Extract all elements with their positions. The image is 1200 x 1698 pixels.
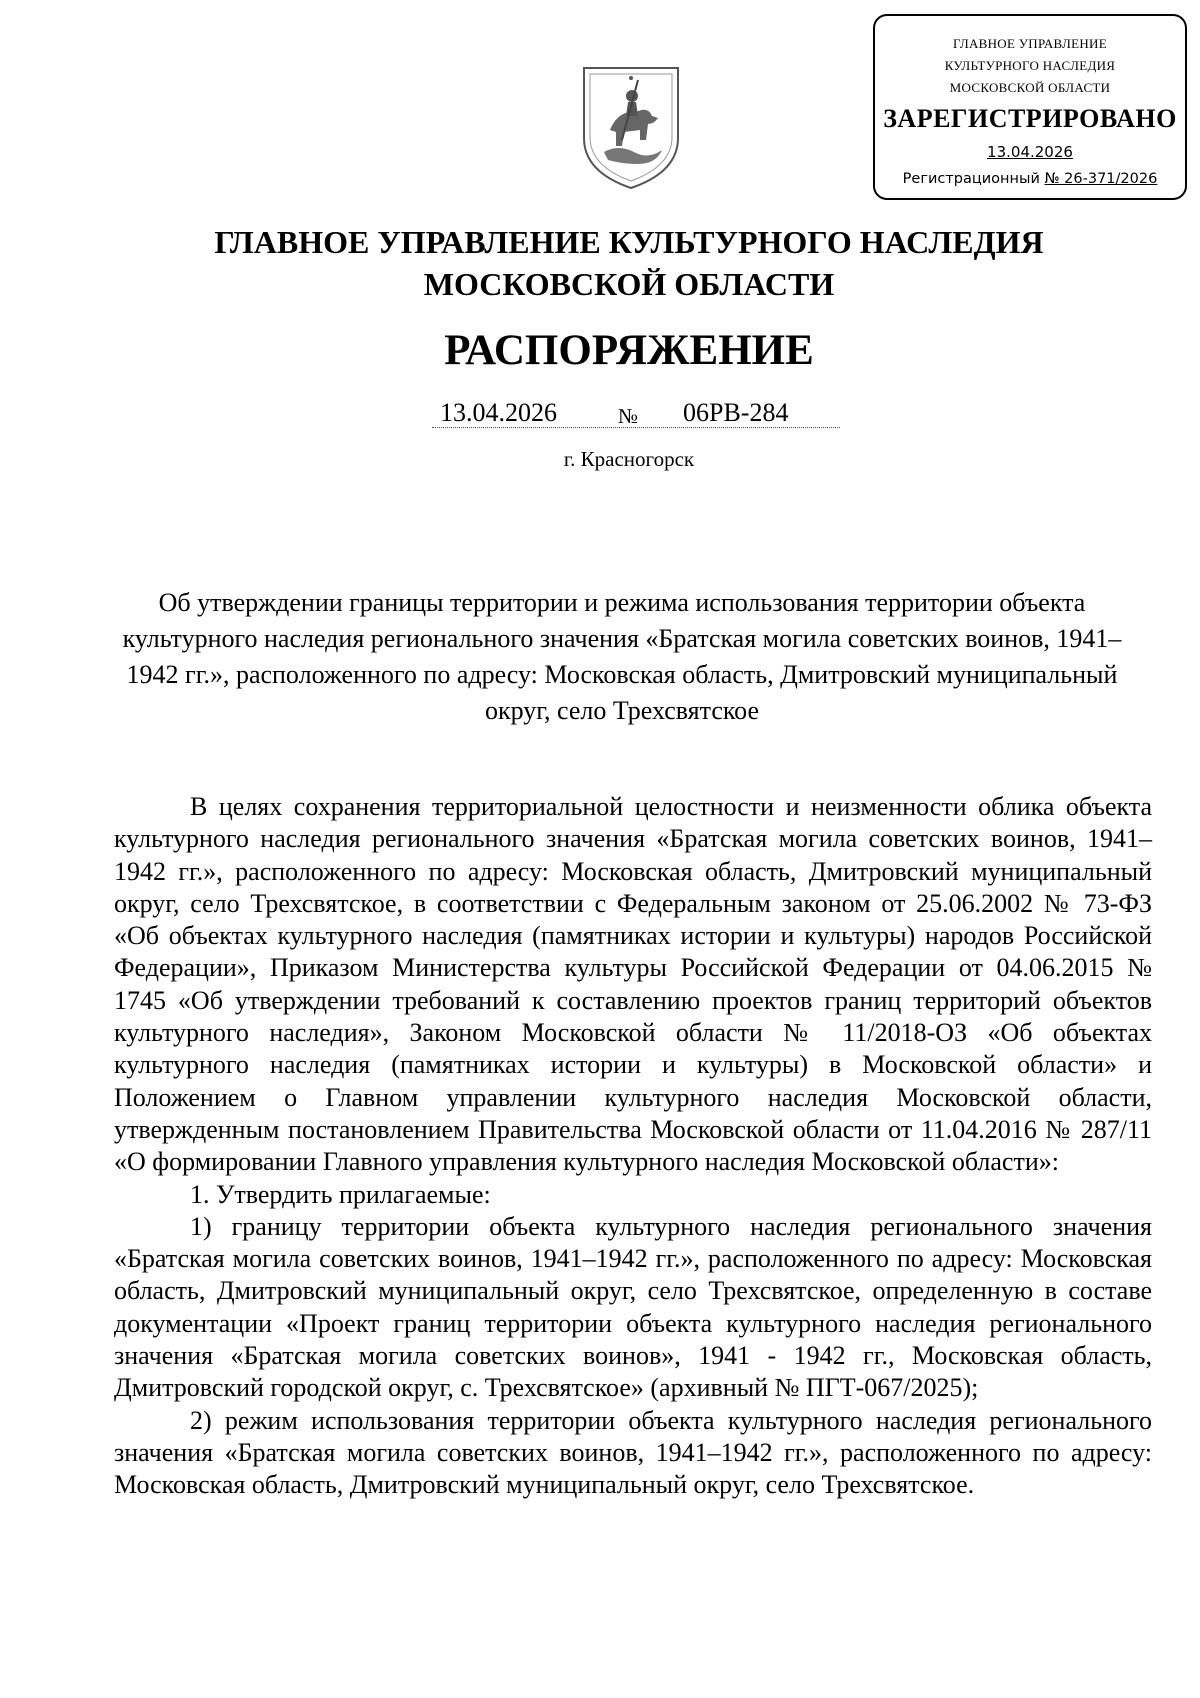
stamp-org-line: ГЛАВНОЕ УПРАВЛЕНИЕ [953, 36, 1107, 51]
stamp-reg-number: № 26-371/2026 [1044, 171, 1158, 187]
document-date: 13.04.2026 [440, 398, 557, 427]
stamp-reg-label: Регистрационный [902, 171, 1040, 187]
stamp-date [875, 143, 1185, 161]
organization-region: МОСКОВСКОЙ ОБЛАСТИ [423, 266, 835, 302]
document-type-title: РАСПОРЯЖЕНИЕ [444, 327, 814, 374]
stamp-date-value: 13.04.2026 [987, 143, 1073, 161]
body-item-1-2: 2) режим использования территории объекта культурного наследия регионального значения «Братская могила советских воинов, 1941–1942 гг.», расположенного по адресу: Московская область, Дмитровский муниципальный округ, село Трехсвятское. [114, 1405, 1152, 1500]
stamp-org-line: КУЛЬТУРНОГО НАСЛЕДИЯ [944, 58, 1116, 73]
document-body [114, 791, 1152, 1502]
stamp-status: ЗАРЕГИСТРИРОВАНО [883, 104, 1177, 133]
document-city: г. Красногорск [563, 447, 695, 471]
body-item-1-1: 1) границу территории объекта культурного наследия регионального значения «Братская могила советских воинов, 1941–1942 гг.», расположенного по адресу: Московская область, Дмитровский муниципальный округ, село Трехсвятское, определенную в составе документации «Проект границ территории объекта культурного наследия регионального значения «Братская могила советских воинов», 1941 - 1942 гг., Московская область, Дмитровский городской округ, с. Трехсвятское» (архивный № ПГТ-067/2025); [114, 1211, 1152, 1403]
coat-of-arms-emblem [578, 60, 684, 190]
stamp-registration [875, 171, 1185, 187]
body-preamble: В целях сохранения территориальной целостности и неизменности облика объекта культурного наследия регионального значения «Братская могила советских воинов, 1941–1942 гг.», расположенного по адресу: Московская область, Дмитровский муниципальный округ, село Трехсвятское, в соответствии с Федеральным законом от 25.06.2002 № 73-ФЗ «Об объектах культурного наследия (памятниках истории и культуры) народов Российской Федерации», Приказом Министерства культуры Российской Федерации от 04.06.2015 № 1745 «Об утверждении требований к составлению проектов границ территорий объектов культурного наследия», Законом Московской области № 11/2018-ОЗ «Об объектах культурного наследия (памятниках истории и культуры) в Московской области» и Положением о Главном управлении культурного наследия Московской области, утвержденным постановлением Правительства Московской области от 11.04.2016 № 287/11 «О формировании Главного управления культурного наследия Московской области»: [114, 792, 1152, 1177]
document-subject: Об утверждении границы территории и режима использования территории объекта культурного наследия регионального значения «Братская могила советских воинов, 1941–1942 гг.», расположенного по адресу: Московская область, Дмитровский муниципальный округ, село Трехсвятское [122, 588, 1122, 725]
registration-stamp [873, 14, 1187, 200]
organization-name: ГЛАВНОЕ УПРАВЛЕНИЕ КУЛЬТУРНОГО НАСЛЕДИЯ [214, 224, 1044, 260]
date-number-underline [432, 427, 840, 428]
stamp-org-line: МОСКОВСКОЙ ОБЛАСТИ [949, 80, 1111, 95]
document-number: 06РВ-284 [683, 398, 789, 427]
body-item-1: 1. Утвердить прилагаемые: [190, 1179, 491, 1209]
number-sign: № [618, 404, 639, 428]
